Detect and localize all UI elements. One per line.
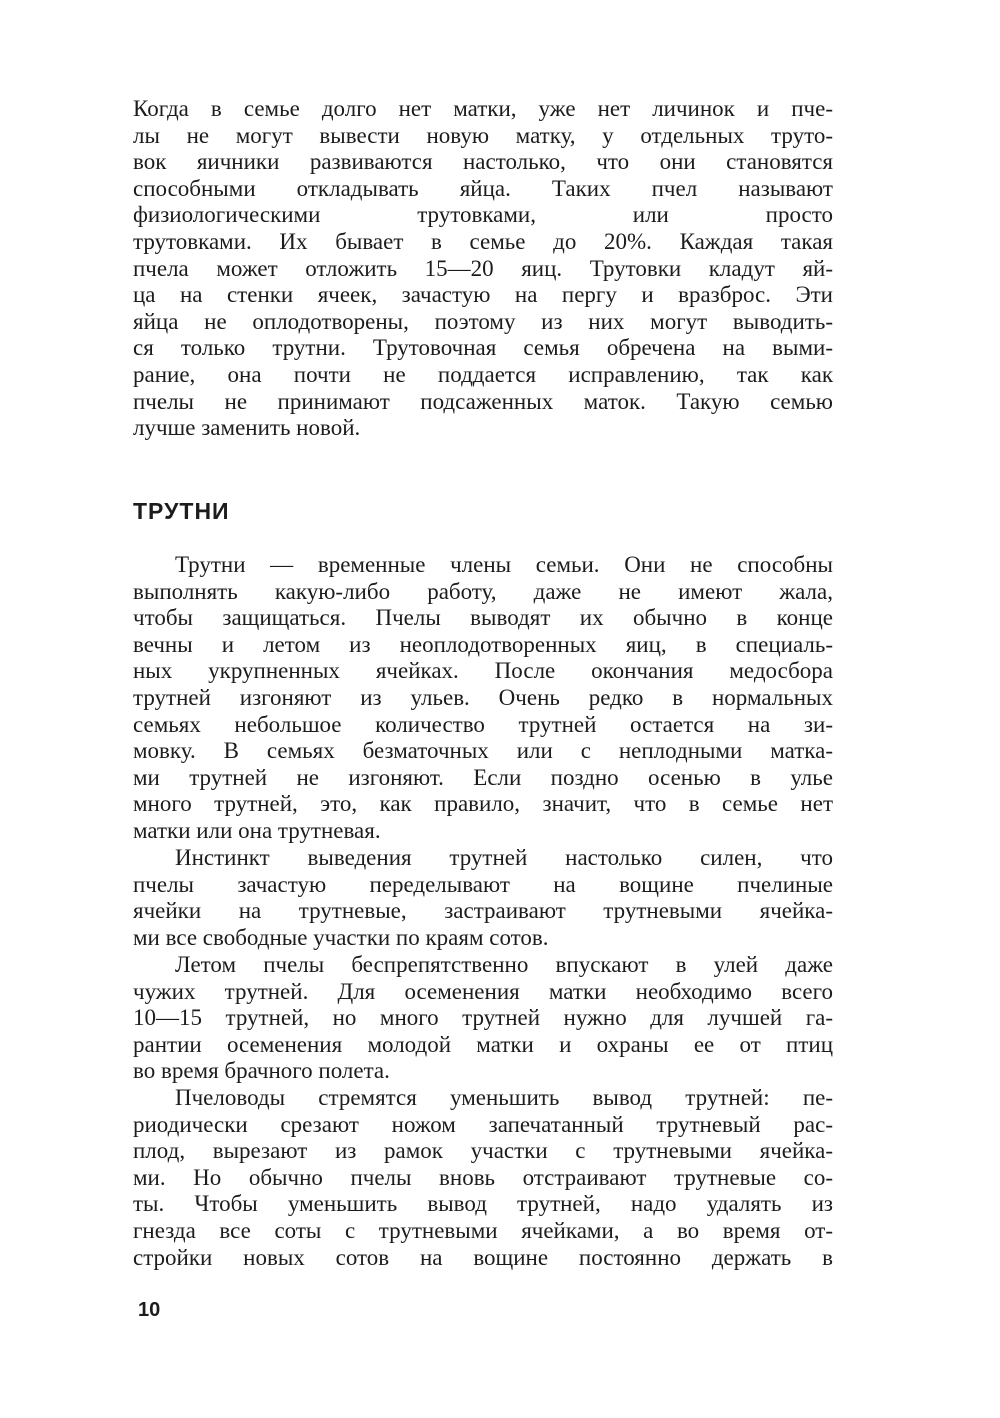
text-line: стройки новых сотов на вощине постоянно держать в: [133, 1244, 833, 1270]
text-line: ца на стенки ячеек, зачастую на пергу и вразброс. Эти: [133, 282, 833, 308]
text-line: ми все свободные участки по краям сотов.: [133, 924, 549, 950]
section-heading: ТРУТНИ: [133, 498, 230, 524]
text-line: матки или она трутневая.: [133, 817, 381, 843]
text-line: много трутней, это, как правило, значит, что в семье нет: [133, 791, 833, 817]
text-line: чужих трутней. Для осеменения матки необходимо всего: [133, 978, 833, 1004]
text-line: лучше заменить новой.: [133, 415, 361, 441]
paragraph-summer-drones: [133, 952, 833, 1085]
text-line: физиологическими трутовками, или просто: [133, 202, 833, 228]
text-line: 10—15 трутней, но много трутней нужно для лучшей га-: [133, 1005, 833, 1031]
text-line: Когда в семье долго нет матки, уже нет личинок и пче-: [133, 96, 833, 121]
paragraph-drone-instinct: [133, 845, 833, 951]
paragraph-beekeepers-reduce-drones: [133, 1085, 833, 1271]
text-line: ных укрупненных ячейках. После окончания медосбора: [133, 658, 833, 684]
text-line: ми. Но обычно пчелы вновь отстраивают трутневые со-: [133, 1164, 833, 1190]
text-line: пчелы не принимают подсаженных маток. Такую семью: [133, 388, 833, 414]
text-line: ся только трутни. Трутовочная семья обречена на выми-: [133, 335, 833, 361]
text-line: Пчеловоды стремятся уменьшить вывод трутней: пе-: [175, 1085, 833, 1110]
text-line: пчелы зачастую переделывают на вощине пчелиные: [133, 871, 833, 897]
text-line: пчела может отложить 15—20 яиц. Трутовки кладут яй-: [133, 255, 833, 281]
text-line: ячейки на трутневые, застраивают трутневыми ячейка-: [133, 898, 833, 924]
paragraph-drones-intro: [133, 552, 833, 845]
text-line: риодически срезают ножом запечатанный трутневый рас-: [133, 1111, 833, 1137]
text-line: мовку. В семьях безматочных или с неплодными матка-: [133, 738, 833, 764]
text-line: рантии осеменения молодой матки и охраны ее от птиц: [133, 1031, 833, 1057]
text-line: вок яичники развиваются настолько, что они становятся: [133, 149, 833, 175]
text-line: выполнять какую-либо работу, даже не имеют жала,: [133, 578, 833, 604]
text-line: способными откладывать яйца. Таких пчел называют: [133, 175, 833, 201]
text-line: чтобы защищаться. Пчелы выводят их обычно в конце: [133, 605, 833, 631]
text-line: во время брачного полета.: [133, 1058, 390, 1084]
text-line: Инстинкт выведения трутней настолько силен, что: [175, 845, 833, 870]
text-line: вечны и летом из неоплодотворенных яиц, в специаль-: [133, 631, 833, 657]
text-line: трутней изгоняют из ульев. Очень редко в нормальных: [133, 684, 833, 710]
text-line: яйца не оплодотворены, поэтому из них могут выводить-: [133, 308, 833, 334]
text-line: ты. Чтобы уменьшить вывод трутней, надо удалять из: [133, 1191, 833, 1217]
text-line: Трутни — временные члены семьи. Они не способны: [175, 552, 833, 577]
page-number: 10: [138, 1299, 161, 1321]
text-line: гнезда все соты с трутневыми ячейками, а во время от-: [133, 1217, 833, 1243]
text-line: плод, вырезают из рамок участки с трутневыми ячейка-: [133, 1138, 833, 1164]
text-line: лы не могут вывести новую матку, у отдельных труто-: [133, 122, 833, 148]
text-line: семьях небольшое количество трутней остается на зи-: [133, 711, 833, 737]
paragraph-drone-laying-workers: [133, 96, 833, 442]
text-line: ми трутней не изгоняют. Если поздно осенью в улье: [133, 764, 833, 790]
text-line: Летом пчелы беспрепятственно впускают в улей даже: [175, 952, 833, 977]
text-line: трутовками. Их бывает в семье до 20%. Каждая такая: [133, 228, 833, 254]
text-line: рание, она почти не поддается исправлению, так как: [133, 361, 833, 387]
